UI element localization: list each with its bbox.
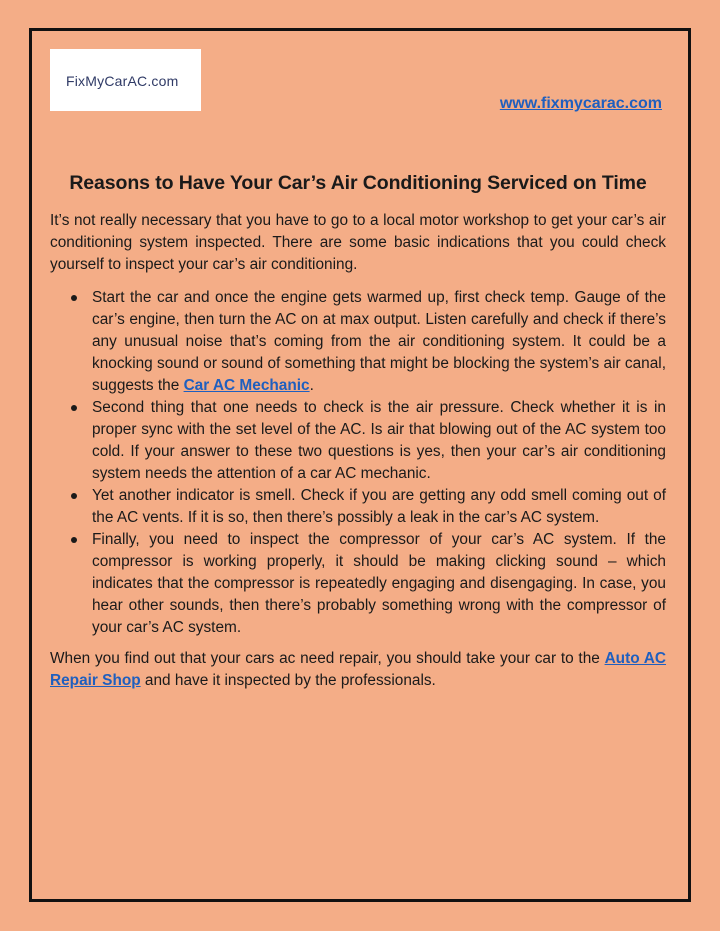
- bullet-text: Finally, you need to inspect the compressor of your car’s AC system. If the compressor is working properly, it should be making clicking sound – which indicates that the compressor is repeatedly engaging and disengaging. In case, you hear other sounds, then there’s probably something wrong with the compressor of your car’s AC system.: [92, 531, 666, 636]
- bullet-icon: [71, 405, 77, 411]
- bullet-list: [50, 287, 666, 639]
- bullet-icon: [71, 295, 77, 301]
- car-ac-mechanic-link[interactable]: Car AC Mechanic: [183, 377, 310, 394]
- bullet-text: Second thing that one needs to check is the air pressure. Check whether it is in proper sync with the set level of the AC. Is air that blowing out of the AC system too cold. If your answer to these two questions is yes, then your car’s air conditioning system needs the attention of a car AC mechanic.: [92, 399, 666, 482]
- closing-paragraph: [50, 648, 666, 692]
- bullet-text: Yet another indicator is smell. Check if you are getting any odd smell coming out of the AC vents. If it is so, then there’s possibly a leak in the car’s AC system.: [92, 487, 666, 526]
- auto-ac-repair-shop-link[interactable]: Auto AC Repair Shop: [50, 650, 667, 689]
- list-item: [50, 287, 666, 397]
- bullet-icon: [71, 493, 77, 499]
- logo-text: FixMyCarAC.com: [66, 73, 179, 89]
- article-body: [50, 210, 666, 692]
- article-title: Reasons to Have Your Car’s Air Conditioning Serviced on Time: [69, 172, 647, 194]
- closing-text-end: and have it inspected by the professionals.: [140, 672, 436, 689]
- bullet-text-end: .: [309, 377, 314, 394]
- bullet-text: Start the car and once the engine gets warmed up, first check temp. Gauge of the car’s engine, then turn the AC on at max output. Listen carefully and check if there’s any unusual noise that’s coming from the air conditioning system. It could be a knocking sound or sound of something that might be blocking the system’s air canal, suggests the: [92, 289, 666, 394]
- list-item: [50, 397, 666, 485]
- closing-text: When you find out that your cars ac need repair, you should take your car to the: [50, 650, 605, 667]
- list-item: [50, 529, 666, 639]
- list-item: [50, 485, 666, 529]
- site-url-link[interactable]: www.fixmycarac.com: [499, 95, 662, 112]
- logo[interactable]: [50, 49, 201, 111]
- intro-paragraph: It’s not really necessary that you have to go to a local motor workshop to get your car’s air conditioning system inspected. There are some basic indications that you could check yourself to inspect your car’s air conditioning.: [50, 212, 666, 273]
- bullet-icon: [71, 537, 77, 543]
